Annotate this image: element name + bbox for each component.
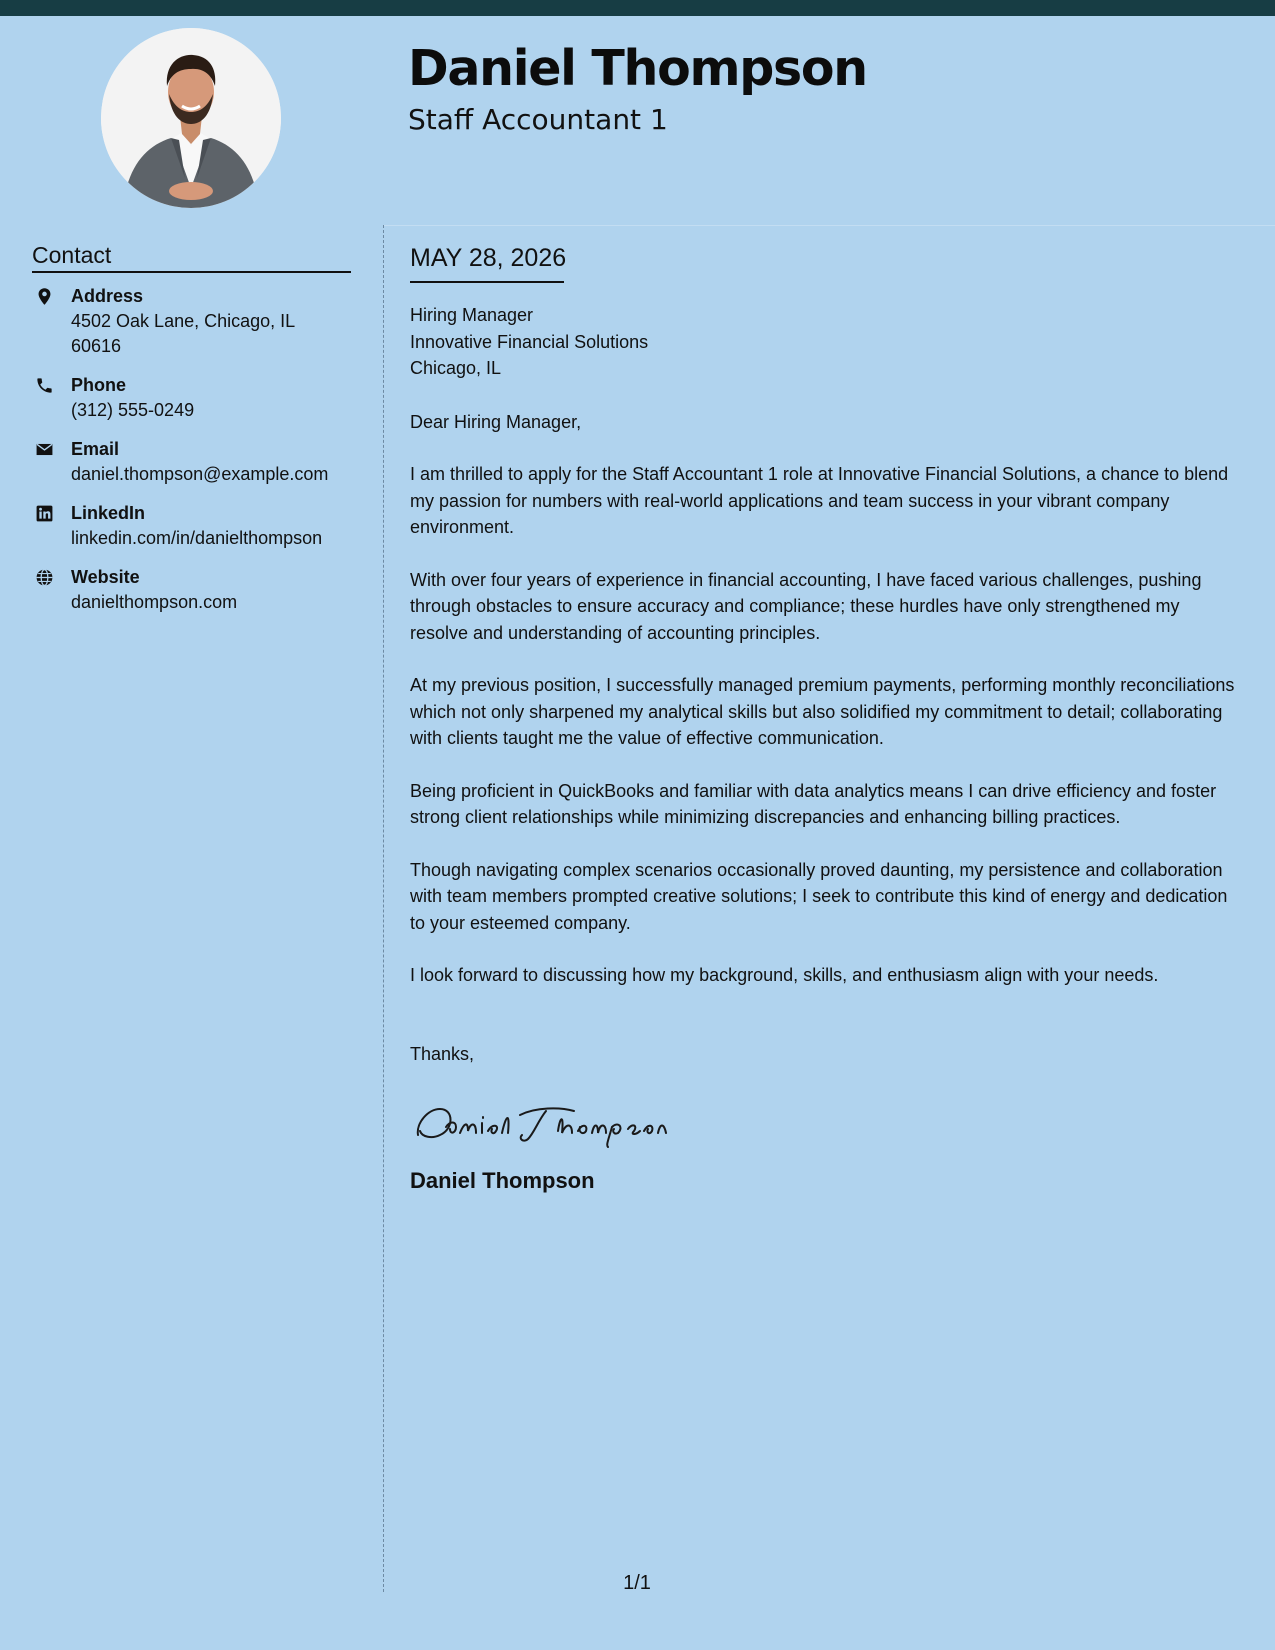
website-value[interactable]: danielthompson.com [71,592,238,612]
recipient-line: Chicago, IL [410,358,502,378]
page-number: 1/1 [623,1572,651,1594]
contact-website [32,565,362,615]
letter-paragraph: I am thrilled to apply for the Staff Accountant 1 role at Innovative Financial Solutions, a chance to blend my passion for numbers with real-world applications and team success in your vibrant company environment. [410,464,1229,537]
closing: Thanks, [410,1043,475,1064]
map-pin-icon [35,287,54,306]
contact-title-underline [32,271,351,273]
website-label: Website [71,567,140,587]
date-underline [410,281,564,283]
contact-address [32,284,362,359]
person-photo-icon [101,28,281,208]
address-label: Address [71,286,144,306]
letter-date: MAY 28, 2026 [410,244,567,272]
letter-paragraph: At my previous position, I successfully managed premium payments, performing monthly reconciliations which not only sharpened my analytical skills but also solidified my commitment to detail; collaborating with clients taught me the value of effective communication. [410,675,1235,748]
contact-linkedin [32,501,362,551]
phone-label: Phone [71,375,127,395]
address-line-1: 4502 Oak Lane, Chicago, IL [71,311,296,331]
linkedin-label: LinkedIn [71,503,146,523]
linkedin-value[interactable]: linkedin.com/in/danielthompson [71,528,323,548]
linkedin-icon [35,504,54,523]
letter-paragraph: With over four years of experience in financial accounting, I have faced various challenges, pushing through obstacles to ensure accuracy and compliance; these hurdles have only strengthened my resolve and understanding of accounting principles. [410,569,1202,643]
envelope-icon [35,440,54,459]
letter-paragraph: Though navigating complex scenarios occasionally proved daunting, my persistence and collaboration with team members prompted creative solutions; I seek to contribute this kind of energy and dedication to your esteemed company. [410,859,1228,933]
recipient-line: Innovative Financial Solutions [410,331,649,352]
letter-paragraph: I look forward to discussing how my background, skills, and enthusiasm align with your needs. [410,965,1159,985]
profile-photo [101,28,281,208]
address-line-2: 60616 [71,336,122,356]
applicant-name: Daniel Thompson [408,40,867,97]
top-accent-bar [0,0,1275,16]
contact-phone [32,373,362,423]
handwritten-signature [410,1093,1240,1148]
header-divider [384,225,1275,226]
recipient-line: Hiring Manager [410,305,534,325]
recipient-block [410,302,1240,382]
phone-value[interactable]: (312) 555-0249 [71,400,195,420]
contact-list [32,284,362,629]
signer-name: Daniel Thompson [410,1168,595,1193]
globe-icon [35,568,54,587]
applicant-role: Staff Accountant 1 [408,103,668,136]
phone-icon [35,376,54,395]
contact-email [32,437,362,487]
email-label: Email [71,439,120,459]
letter-body [410,302,1240,1195]
column-divider [383,225,384,1592]
letter-paragraph: Being proficient in QuickBooks and familiar with data analytics means I can drive efficiency and foster strong client relationships while minimizing discrepancies and enhancing billing practices. [410,780,1217,827]
email-value[interactable]: daniel.thompson@example.com [71,464,329,484]
salutation: Dear Hiring Manager, [410,411,582,432]
signature-icon [410,1093,670,1148]
contact-section-title: Contact [32,242,112,268]
